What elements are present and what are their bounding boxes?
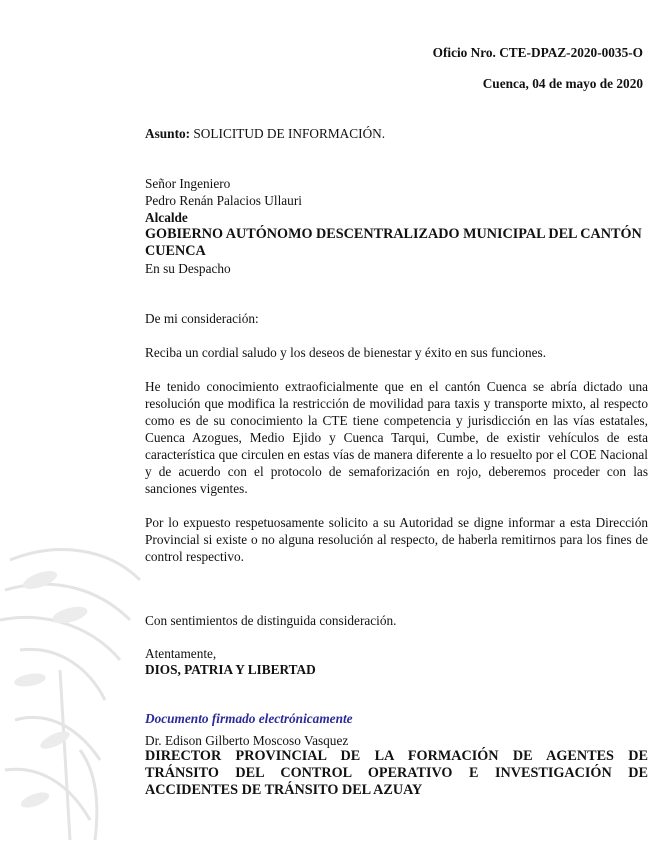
recipient-salutation: Señor Ingeniero [145,176,231,191]
watermark-emblem-graphic [0,520,150,860]
greeting: De mi consideración: [145,311,259,326]
atentamente: Atentamente, [145,646,217,661]
recipient-institution-line1: GOBIERNO AUTÓNOMO DESCENTRALIZADO MUNICIPAL DEL CANTÓN [145,226,642,242]
oficio-number: Oficio Nro. CTE-DPAZ-2020-0035-O [432,45,643,60]
recipient-block [145,175,645,277]
paragraph-2: He tenido conocimiento extraoficialmente que en el cantón Cuenca se abría dictado una resolución que modifica la restricción de movilidad para taxis y transporte mixto, al respecto como es de su conocimiento la CTE tiene competencia y jurisdicción en las vías estatales, Cuenca Azogues, Medio Ejido y Cuenca Tarqui, Cumbe, de existir vehículos de esta característica que circulen en estas vías de manera diferente a lo resuelto por el COE Nacional y de acuerdo con el protocolo de semaforización en rojo, deberemos proceder con las sanciones vigentes. [145,379,648,496]
recipient-name: Pedro Renán Palacios Ullauri [145,193,302,208]
subject-label: Asunto: [145,126,191,141]
signer-position: DIRECTOR PROVINCIAL DE LA FORMACIÓN DE AGENTES DE TRÁNSITO DEL CONTROL OPERATIVO E INVESTIGACIÓN DE ACCIDENTES DE TRÁNSITO DEL AZUAY [145,748,648,798]
recipient-title: Alcalde [145,210,188,225]
subject-text: SOLICITUD DE INFORMACIÓN. [190,126,386,141]
subject-line [145,125,645,142]
closing-line: Con sentimientos de distinguida consideración. [145,613,397,628]
motto: DIOS, PATRIA Y LIBERTAD [145,662,316,677]
signer-name: Dr. Edison Gilberto Moscoso Vasquez [145,733,349,748]
electronic-signature-note: Documento firmado electrónicamente [145,711,353,726]
paragraph-1: Reciba un cordial saludo y los deseos de bienestar y éxito en sus funciones. [145,345,547,360]
paragraph-3: Por lo expuesto respetuosamente solicito a su Autoridad se digne informar a esta Dirección Provincial si existe o no alguna resolución al respecto, de haberla remitirnos para los fines de control respectivo. [145,515,648,564]
recipient-institution-line2: CUENCA [145,243,206,259]
document-date: Cuenca, 04 de mayo de 2020 [482,76,643,91]
recipient-location: En su Despacho [145,261,231,276]
